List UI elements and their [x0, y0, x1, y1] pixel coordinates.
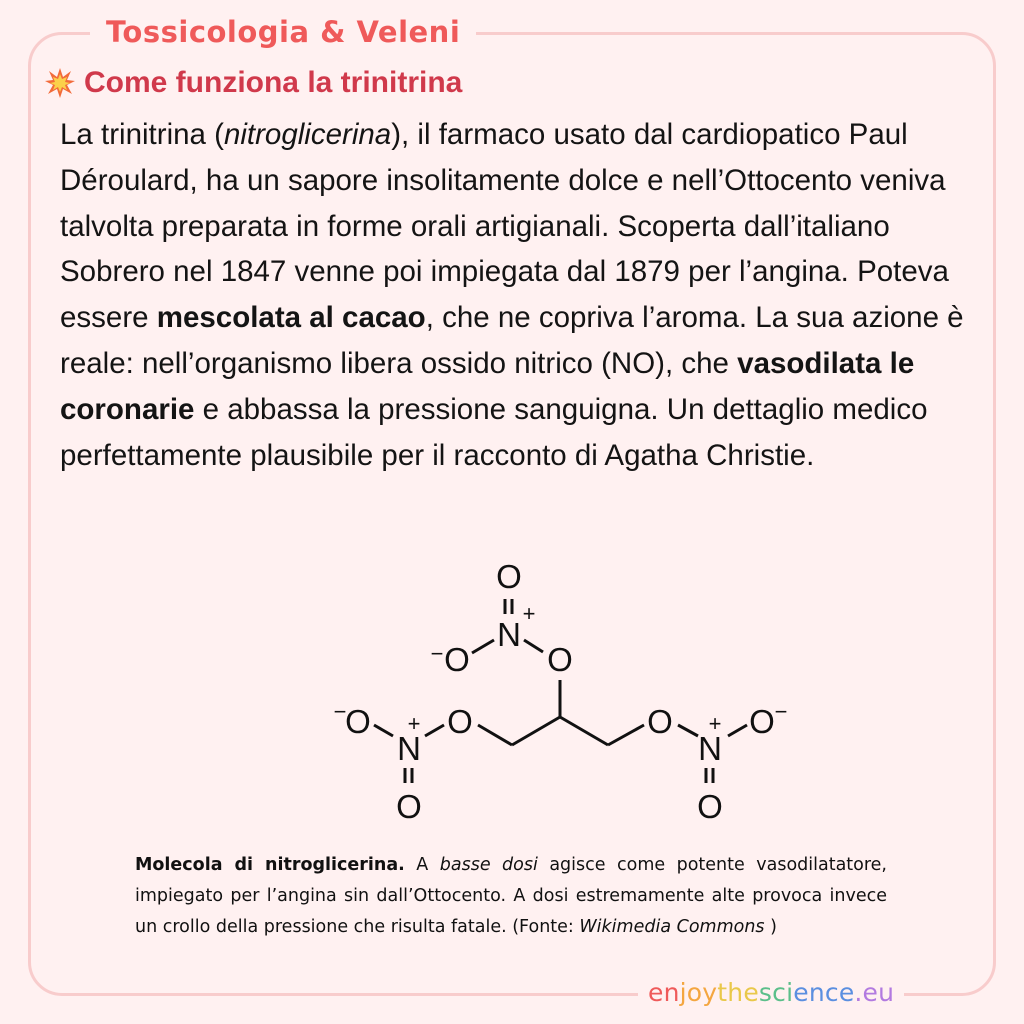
section-heading: [44, 60, 462, 106]
atom-n-right: N: [698, 730, 722, 767]
charge-minus-top: −: [430, 641, 444, 666]
charge-plus-right: +: [708, 711, 722, 736]
brand-part-2: joy: [679, 977, 718, 1007]
article-bold-coronarie: vasodilata le coronarie: [60, 346, 915, 426]
brand-logo[interactable]: [638, 972, 904, 1012]
article-italic-nitroglicerina: nitroglicerina: [223, 118, 392, 151]
article-text-1: La trinitrina (: [60, 118, 224, 151]
article-paragraph: [60, 112, 980, 478]
collision-burst-icon: [44, 67, 76, 99]
atom-o-top-right: O: [547, 641, 573, 678]
caption-source-link[interactable]: Wikimedia Commons: [579, 917, 765, 937]
atom-o-top: O: [496, 558, 522, 595]
atom-o-right-inner: O: [647, 703, 673, 740]
brand-part-6: .eu: [854, 977, 895, 1007]
bond-lines: [374, 599, 747, 783]
charge-plus-top: +: [522, 601, 536, 626]
caption-text-3: ): [764, 917, 777, 937]
article-text-4: e abbassa la pressione sanguigna. Un dettaglio medico perfettamente plausibile per il racconto di Agatha Christie.: [60, 392, 928, 472]
atom-o-left-inner: O: [447, 703, 473, 740]
brand-part-5: ence: [793, 977, 855, 1007]
atom-o-right: O: [749, 703, 775, 740]
caption-text-1: A: [404, 855, 440, 875]
atom-o-bottom-left: O: [396, 788, 422, 825]
brand-part-4: sci: [758, 977, 794, 1007]
caption-italic-dosi: basse dosi: [439, 855, 538, 875]
section-title: Come funziona la trinitrina: [84, 66, 463, 99]
atom-n-top: N: [497, 616, 521, 653]
article-bold-cacao: mescolata al cacao: [156, 301, 426, 335]
charge-minus-right: −: [774, 699, 788, 724]
charge-plus-left: +: [407, 711, 421, 736]
caption-text-2: agisce come potente vasodilatatore, impiegato per l’angina sin dall’Ottocento. A dosi estremamente alte provoca invece un crollo della pressione che risulta fatale. (Fonte:: [135, 855, 887, 937]
brand-part-1: en: [648, 977, 680, 1007]
charge-minus-left: −: [333, 699, 347, 724]
caption-title: Molecola di nitroglicerina.: [135, 855, 405, 875]
nitroglycerin-structure: [300, 555, 820, 835]
atom-o-left: O: [345, 703, 371, 740]
brand-part-3: the: [717, 977, 759, 1007]
atom-n-left: N: [397, 730, 421, 767]
category-label: Tossicologia & Veleni: [90, 12, 476, 52]
article-text-2: ), il farmaco usato dal cardiopatico Paul Déroulard, ha un sapore insolitamente dolce e nell’Ottocento veniva talvolta preparata in forme orali artigianali. Scoperta dall’italiano Sobrero nel 1847 venne poi impiegata dal 1879 per l’angina. Poteva essere: [60, 118, 949, 335]
article-text-3: , che ne copriva l’aroma. La sua azione è reale: nell’organismo libera ossido nitrico (NO), che: [60, 301, 964, 380]
atom-o-bottom-right: O: [697, 788, 723, 825]
atom-o-top-left: O: [444, 641, 470, 678]
figure-caption: [135, 850, 887, 943]
